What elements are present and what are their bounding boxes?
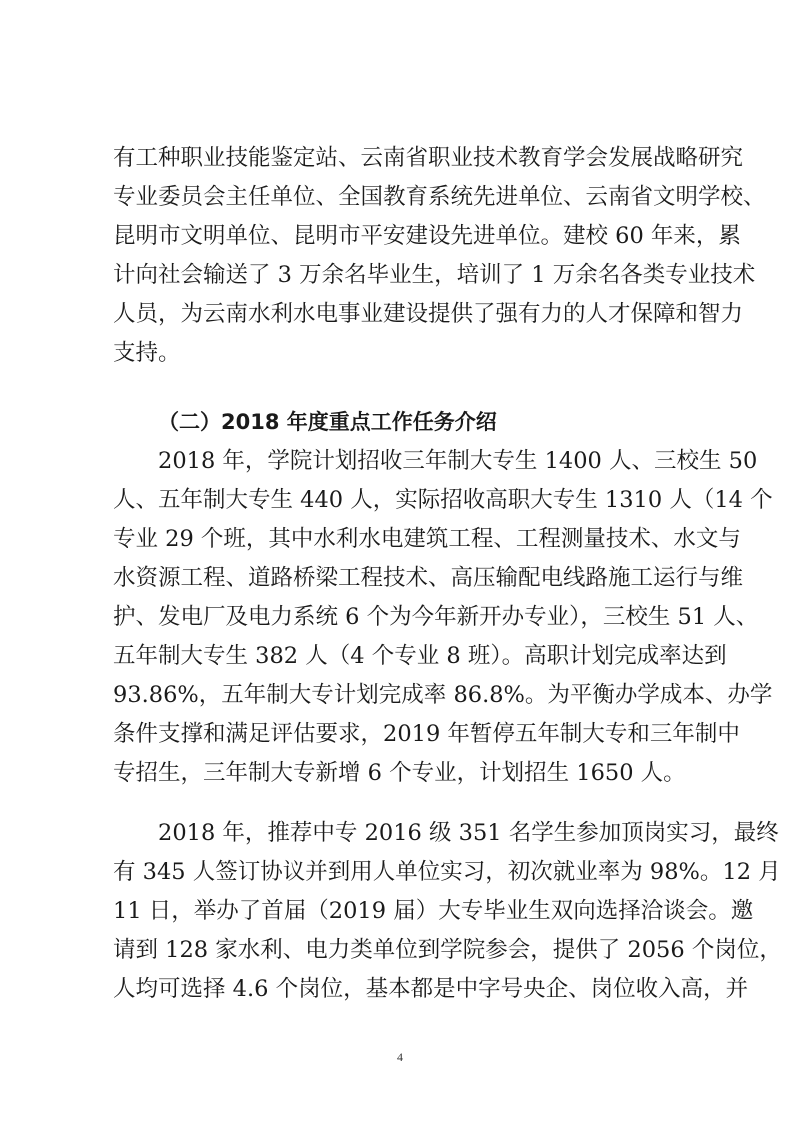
section-heading: （二）2018 年度重点工作任务介绍 xyxy=(158,410,497,434)
page-number: 4 xyxy=(397,1050,403,1064)
paragraph-line: 有 345 人签订协议并到用人单位实习，初次就业率为 98%。12 月 xyxy=(113,859,781,885)
paragraph-line: 水资源工程、道路桥梁工程技术、高压输配电线路施工运行与维 xyxy=(113,565,744,591)
paragraph-line: 专招生，三年制大专新增 6 个专业，计划招生 1650 人。 xyxy=(113,760,686,786)
paragraph-line: 专业委员会主任单位、全国教育系统先进单位、云南省文明学校、 xyxy=(113,184,766,210)
paragraph-line: 2018 年，推荐中专 2016 级 351 名学生参加顶岗实习，最终 xyxy=(158,820,779,846)
paragraph-line: 条件支撑和满足评估要求，2019 年暂停五年制大专和三年制中 xyxy=(113,721,740,747)
paragraph-line: 有工种职业技能鉴定站、云南省职业技术教育学会发展战略研究 xyxy=(113,145,744,171)
paragraph-line: 昆明市文明单位、昆明市平安建设先进单位。建校 60 年来，累 xyxy=(113,223,741,249)
paragraph-line: 专业 29 个班，其中水利水电建筑工程、工程测量技术、水文与 xyxy=(113,526,741,552)
paragraph-line: 93.86%，五年制大专计划完成率 86.8%。为平衡办学成本、办学 xyxy=(113,682,773,708)
paragraph-line: 五年制大专生 382 人（4 个专业 8 班）。高职计划完成率达到 xyxy=(113,643,727,669)
paragraph-line: 护、发电厂及电力系统 6 个为今年新开办专业），三校生 51 人、 xyxy=(113,604,759,630)
paragraph-line: 11 日，举办了首届（2019 届）大专毕业生双向选择洽谈会。邀 xyxy=(113,898,754,924)
paragraph-line: 支持。 xyxy=(113,340,181,366)
paragraph-line: 请到 128 家水利、电力类单位到学院参会，提供了 2056 个岗位， xyxy=(113,937,782,963)
paragraph-line: 2018 年，学院计划招收三年制大专生 1400 人、三校生 50 xyxy=(158,448,758,474)
paragraph-line: 人员，为云南水利水电事业建设提供了强有力的人才保障和智力 xyxy=(113,301,744,327)
paragraph-line: 人均可选择 4.6 个岗位，基本都是中字号央企、岗位收入高，并 xyxy=(113,976,749,1002)
paragraph-line: 计向社会输送了 3 万余名毕业生，培训了 1 万余名各类专业技术 xyxy=(113,262,756,288)
paragraph-line: 人、五年制大专生 440 人，实际招收高职大专生 1310 人（14 个 xyxy=(113,487,773,513)
